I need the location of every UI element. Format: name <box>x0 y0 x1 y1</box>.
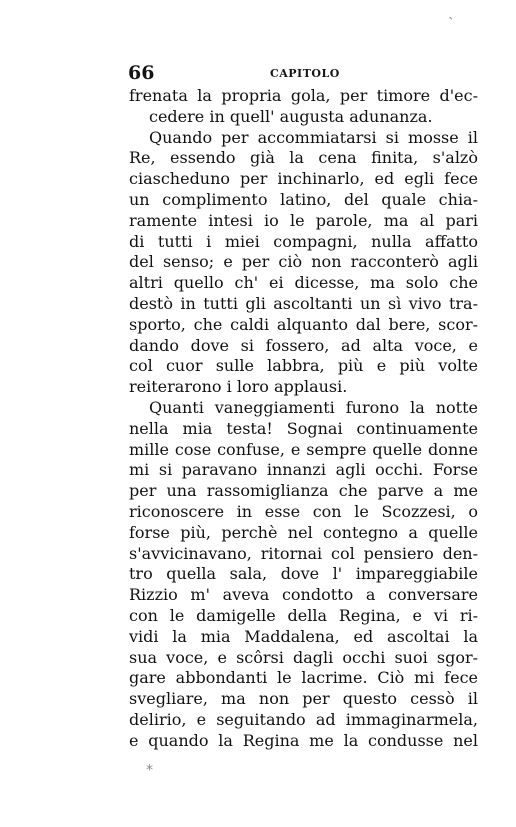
text-line: e quando la Regina me la condusse nel <box>129 730 478 750</box>
text-line: forse più, perchè nel contegno a quelle <box>129 522 478 542</box>
text-line: sua voce, e scôrsi dagli occhi suoi sgor- <box>129 647 478 667</box>
paper-speck-mark: ˎ <box>448 4 455 20</box>
text-line: s'avvicinavano, ritornai col pensiero den- <box>129 543 478 563</box>
text-line: destò in tutti gli ascoltanti un sì vivo tra- <box>129 293 478 313</box>
text-line: altri quello ch' ei dicesse, ma solo che <box>129 273 478 293</box>
text-line: Re, essendo già la cena finita, s'alzò <box>129 148 478 168</box>
text-line: riconoscere in esse con le Scozzesi, o <box>129 501 478 521</box>
text-line: del senso; e per ciò non racconterò agli <box>129 252 478 272</box>
text-line: mille cose confuse, e sempre quelle donne <box>129 439 478 459</box>
text-line: per una rassomiglianza che parve a me <box>129 481 478 501</box>
text-line: Quanti vaneggiamenti furono la notte <box>149 397 478 417</box>
text-line: di tutti i miei compagni, nulla affatto <box>129 231 478 251</box>
text-line: mi si paravano innanzi agli occhi. Forse <box>129 460 478 480</box>
text-line: ramente intesi io le parole, ma al pari <box>129 210 478 230</box>
text-line: delirio, e seguitando ad immaginarmela, <box>129 709 478 729</box>
text-line: dando dove si fossero, ad alta voce, e <box>129 335 478 355</box>
text-line: vidi la mia Maddalena, ed ascoltai la <box>129 626 478 646</box>
text-line: con le damigelle della Regina, e vi ri- <box>129 605 478 625</box>
text-line: gare abbondanti le lacrime. Ciò mi fece <box>129 668 478 688</box>
paragraph <box>129 128 478 398</box>
text-line: cedere in quell' augusta adunanza. <box>149 106 433 126</box>
page-number: 66 <box>128 62 155 84</box>
paragraph <box>129 398 478 752</box>
running-head: CAPITOLO <box>270 67 340 80</box>
text-line: frenata la propria gola, per timore d'ec- <box>129 86 478 105</box>
text-line: tro quella sala, dove l' impareggiabile <box>129 564 478 584</box>
text-line: nella mia testa! Sognai continuamente <box>129 418 478 438</box>
text-line: Rizzio m' aveva condotto a conversare <box>129 585 478 605</box>
text-line: svegliare, ma non per questo cessò il <box>129 689 478 709</box>
text-line: col cuor sulle labbra, più e più volte <box>129 356 478 376</box>
text-line: un complimento latino, del quale chia- <box>129 189 478 209</box>
paragraph <box>129 86 478 128</box>
text-line: Quando per accommiatarsi si mosse il <box>149 127 478 147</box>
page-header <box>128 62 478 84</box>
text-line: sporto, che caldi alquanto dal bere, scor- <box>129 314 478 334</box>
text-line: ciascheduno per inchinarlo, ed egli fece <box>129 169 478 189</box>
text-line: reiterarono i loro applausi. <box>129 377 348 397</box>
paper-speck-mark: ⁎ <box>146 758 153 774</box>
body-text <box>129 86 478 752</box>
